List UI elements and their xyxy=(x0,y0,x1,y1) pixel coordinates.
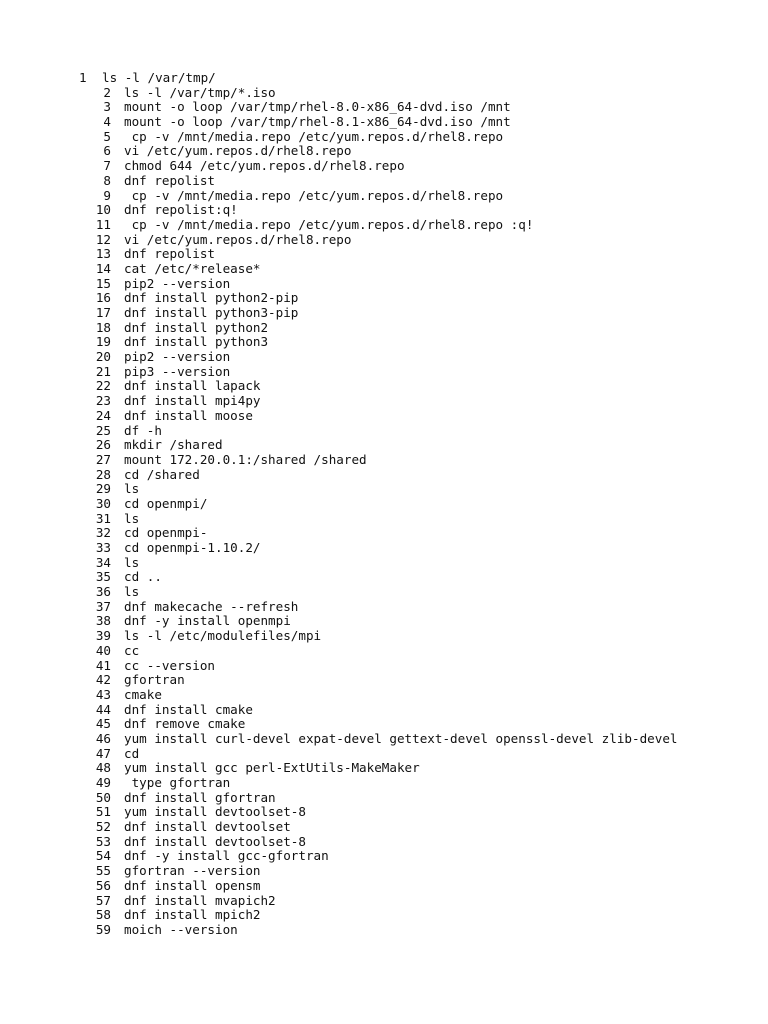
command-text: cp -v /mnt/media.repo /etc/yum.repos.d/rhel8.repo :q! xyxy=(124,216,534,232)
history-line xyxy=(0,424,768,439)
line-number: 16 xyxy=(95,290,111,306)
line-number: 17 xyxy=(95,305,111,320)
line-number: 49 xyxy=(95,775,111,790)
command-text: cc xyxy=(124,642,140,658)
history-line xyxy=(0,203,768,218)
command-text: cd /shared xyxy=(124,466,200,482)
history-line xyxy=(0,644,768,659)
history-line xyxy=(0,335,768,350)
history-line xyxy=(0,570,768,585)
command-text: ls xyxy=(124,481,140,497)
command-text: dnf install python2 xyxy=(124,319,269,335)
line-number: 27 xyxy=(95,451,111,467)
command-text: vi /etc/yum.repos.d/rhel8.repo xyxy=(124,143,352,159)
command-text: df -h xyxy=(124,422,162,438)
history-line xyxy=(0,849,768,864)
command-text: dnf install devtoolset-8 xyxy=(124,833,306,849)
line-number: 36 xyxy=(95,584,111,600)
line-number: 25 xyxy=(95,422,111,438)
command-text: vi /etc/yum.repos.d/rhel8.repo xyxy=(124,231,352,247)
line-number: 29 xyxy=(95,481,111,497)
command-text: cp -v /mnt/media.repo /etc/yum.repos.d/rhel8.repo xyxy=(124,128,504,144)
command-text: pip2 --version xyxy=(124,275,231,291)
history-line xyxy=(0,614,768,629)
command-text: yum install curl-devel expat-devel gettext-devel openssl-devel zlib-devel xyxy=(124,730,678,746)
line-number: 53 xyxy=(95,833,111,849)
history-line xyxy=(0,497,768,512)
line-number: 51 xyxy=(95,804,111,820)
history-line xyxy=(0,673,768,688)
line-number: 31 xyxy=(95,510,111,526)
line-number: 15 xyxy=(95,275,111,291)
history-line xyxy=(0,100,768,115)
history-line xyxy=(0,291,768,306)
command-text: dnf -y install gcc-gfortran xyxy=(124,848,329,864)
command-text: type gfortran xyxy=(124,775,231,790)
history-line xyxy=(0,805,768,820)
line-number: 9 xyxy=(103,187,111,203)
line-number: 33 xyxy=(95,540,111,555)
command-text: pip3 --version xyxy=(124,363,231,379)
command-text: dnf install gfortran xyxy=(124,789,276,805)
line-number: 24 xyxy=(95,407,111,423)
line-number: 14 xyxy=(95,260,111,276)
command-text: pip2 --version xyxy=(124,349,231,365)
command-text: cat /etc/*release* xyxy=(124,260,261,276)
history-line xyxy=(0,864,768,879)
command-text: dnf install python3 xyxy=(124,334,269,350)
line-number: 12 xyxy=(95,231,111,247)
line-number: 26 xyxy=(95,437,111,453)
command-text: dnf install cmake xyxy=(124,701,253,717)
history-line xyxy=(0,835,768,850)
history-line xyxy=(0,717,768,732)
command-text: cd .. xyxy=(124,569,162,585)
line-number: 18 xyxy=(95,319,111,335)
line-number: 42 xyxy=(95,672,111,688)
command-text: cc --version xyxy=(124,657,215,673)
line-number: 11 xyxy=(95,216,111,232)
history-line xyxy=(0,585,768,600)
history-line xyxy=(0,350,768,365)
line-number: 56 xyxy=(95,877,111,893)
line-number: 13 xyxy=(95,246,111,262)
line-number: 54 xyxy=(95,848,111,864)
line-number: 41 xyxy=(95,657,111,673)
history-line xyxy=(0,820,768,835)
line-number: 3 xyxy=(103,99,111,115)
line-number: 45 xyxy=(95,716,111,732)
history-line xyxy=(0,776,768,791)
history-line xyxy=(0,174,768,189)
command-text: dnf makecache --refresh xyxy=(124,598,299,614)
history-line xyxy=(0,541,768,556)
line-number: 48 xyxy=(95,760,111,776)
history-line xyxy=(0,703,768,718)
command-text: mount -o loop /var/tmp/rhel-8.0-x86_64-dvd.iso /mnt xyxy=(124,99,511,115)
history-line xyxy=(0,144,768,159)
line-number: 8 xyxy=(103,172,111,188)
history-line xyxy=(0,923,768,938)
command-text: dnf install moose xyxy=(124,407,253,423)
command-history-list xyxy=(0,71,768,938)
history-line xyxy=(0,526,768,541)
history-line xyxy=(0,130,768,145)
command-text: yum install gcc perl-ExtUtils-MakeMaker xyxy=(124,760,420,776)
history-line xyxy=(0,747,768,762)
command-text: mount 172.20.0.1:/shared /shared xyxy=(124,451,367,467)
command-text: ls -l /etc/modulefiles/mpi xyxy=(124,628,322,644)
line-number: 6 xyxy=(103,143,111,159)
command-text: chmod 644 /etc/yum.repos.d/rhel8.repo xyxy=(124,158,405,174)
history-line xyxy=(0,908,768,923)
command-text: dnf -y install openmpi xyxy=(124,613,291,629)
command-text: ls xyxy=(124,554,140,570)
line-number: 40 xyxy=(95,642,111,658)
history-line xyxy=(0,438,768,453)
command-text: cd openmpi- xyxy=(124,525,208,541)
command-text: gfortran xyxy=(124,672,185,688)
line-number: 19 xyxy=(95,334,111,350)
line-number: 50 xyxy=(95,789,111,805)
history-line xyxy=(0,86,768,101)
line-number: 22 xyxy=(95,378,111,394)
command-text: mkdir /shared xyxy=(124,437,223,453)
line-number: 30 xyxy=(95,495,111,511)
line-number: 10 xyxy=(95,202,111,218)
command-text: cd xyxy=(124,745,140,761)
history-line xyxy=(0,512,768,527)
line-number: 21 xyxy=(95,363,111,379)
command-text: dnf install mpich2 xyxy=(124,907,261,923)
command-text: dnf install python3-pip xyxy=(124,305,299,320)
line-number: 55 xyxy=(95,863,111,879)
command-text: cd openmpi/ xyxy=(124,495,208,511)
line-number: 34 xyxy=(95,554,111,570)
history-line xyxy=(0,629,768,644)
history-line xyxy=(0,468,768,483)
history-line xyxy=(0,71,768,86)
command-text: mount -o loop /var/tmp/rhel-8.1-x86_64-dvd.iso /mnt xyxy=(124,114,511,130)
line-number: 28 xyxy=(95,466,111,482)
line-number: 58 xyxy=(95,907,111,923)
history-line xyxy=(0,659,768,674)
history-line xyxy=(0,600,768,615)
line-number: 44 xyxy=(95,701,111,717)
command-text: moich --version xyxy=(124,921,238,937)
history-line xyxy=(0,321,768,336)
history-line xyxy=(0,894,768,909)
line-number: 23 xyxy=(95,393,111,409)
line-number: 4 xyxy=(103,114,111,130)
history-line xyxy=(0,233,768,248)
line-number: 38 xyxy=(95,613,111,629)
line-number: 1 xyxy=(79,70,87,85)
line-number: 20 xyxy=(95,349,111,365)
line-number: 47 xyxy=(95,745,111,761)
command-text: ls xyxy=(124,510,140,526)
command-text: dnf remove cmake xyxy=(124,716,246,732)
command-text: dnf repolist xyxy=(124,246,215,262)
command-text: cp -v /mnt/media.repo /etc/yum.repos.d/rhel8.repo xyxy=(124,187,504,203)
history-line xyxy=(0,247,768,262)
command-text: dnf install mpi4py xyxy=(124,393,261,409)
history-line xyxy=(0,365,768,380)
command-text: dnf install devtoolset xyxy=(124,819,291,835)
history-line xyxy=(0,688,768,703)
command-text: ls -l /var/tmp/*.iso xyxy=(124,84,276,100)
history-line xyxy=(0,189,768,204)
history-line xyxy=(0,732,768,747)
history-line xyxy=(0,277,768,292)
history-line xyxy=(0,453,768,468)
line-number: 59 xyxy=(95,921,111,937)
command-text: dnf repolist xyxy=(124,172,215,188)
line-number: 35 xyxy=(95,569,111,585)
command-text: dnf install lapack xyxy=(124,378,261,394)
history-line xyxy=(0,218,768,233)
command-text: dnf install mvapich2 xyxy=(124,892,276,908)
history-line xyxy=(0,879,768,894)
command-text: cmake xyxy=(124,686,162,702)
history-line xyxy=(0,556,768,571)
command-text: dnf install python2-pip xyxy=(124,290,299,306)
command-text: ls xyxy=(124,584,140,600)
line-number: 46 xyxy=(95,730,111,746)
history-line xyxy=(0,791,768,806)
line-number: 43 xyxy=(95,686,111,702)
history-line xyxy=(0,306,768,321)
command-text: gfortran --version xyxy=(124,863,261,879)
history-line xyxy=(0,159,768,174)
line-number: 5 xyxy=(103,128,111,144)
history-line xyxy=(0,394,768,409)
history-line xyxy=(0,761,768,776)
line-number: 57 xyxy=(95,892,111,908)
history-line xyxy=(0,379,768,394)
history-line xyxy=(0,115,768,130)
history-line xyxy=(0,482,768,497)
line-number: 37 xyxy=(95,598,111,614)
command-text: yum install devtoolset-8 xyxy=(124,804,306,820)
command-text: ls -l /var/tmp/ xyxy=(102,70,216,85)
line-number: 32 xyxy=(95,525,111,541)
command-text: cd openmpi-1.10.2/ xyxy=(124,540,261,555)
history-line xyxy=(0,262,768,277)
line-number: 52 xyxy=(95,819,111,835)
line-number: 2 xyxy=(103,84,111,100)
command-text: dnf install opensm xyxy=(124,877,261,893)
line-number: 7 xyxy=(103,158,111,174)
command-text: dnf repolist:q! xyxy=(124,202,238,218)
line-number: 39 xyxy=(95,628,111,644)
history-line xyxy=(0,409,768,424)
